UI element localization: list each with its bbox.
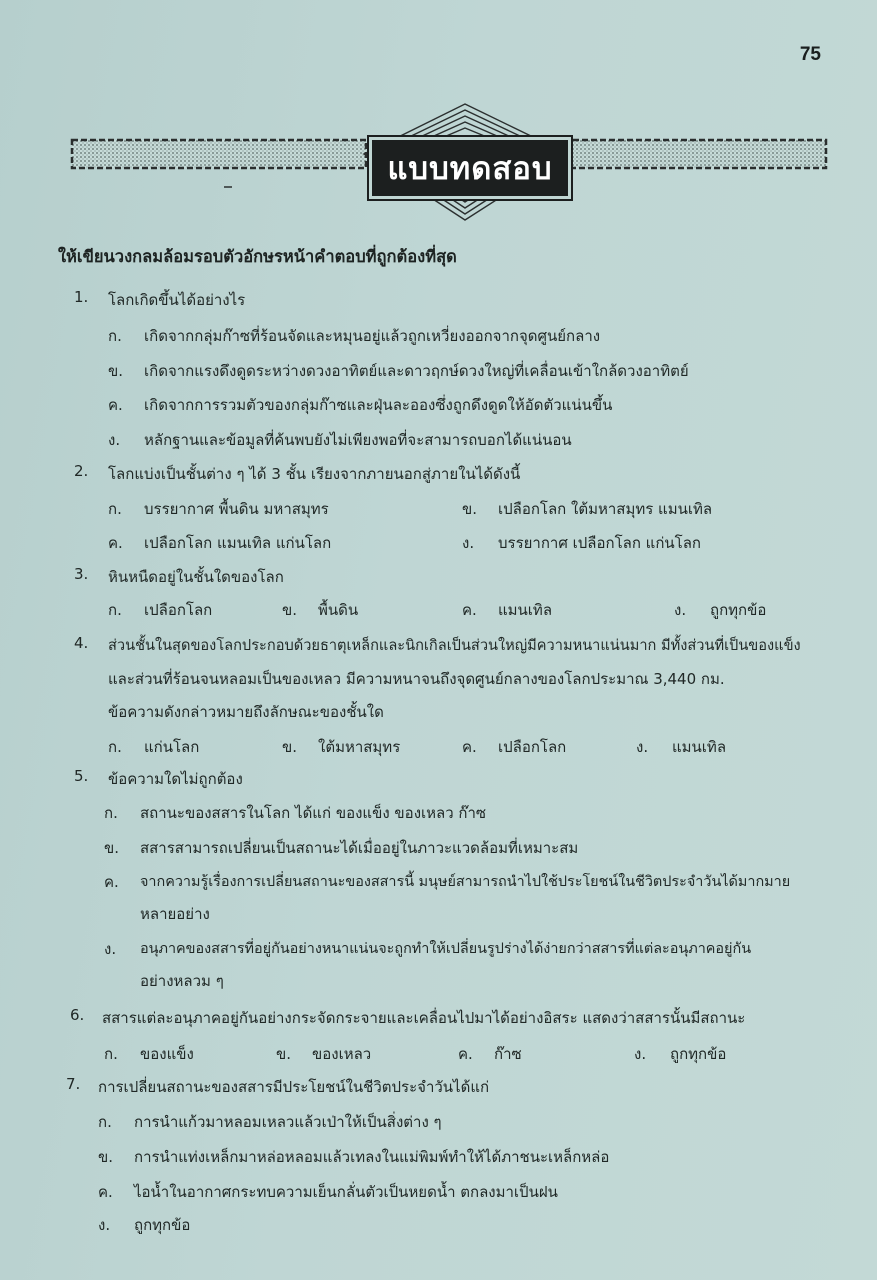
- option-text: แก่นโลก: [144, 738, 200, 756]
- option-label: ง.: [636, 738, 649, 756]
- question-4-line-2: และส่วนที่ร้อนจนหลอมเป็นของเหลว มีความหนาจนถึงจุดศูนย์กลางของโลกประมาณ 3,440 กม.: [108, 670, 725, 688]
- option-label: ง.: [98, 1216, 111, 1234]
- option-label: ก.: [108, 738, 122, 756]
- option-text: เกิดจากแรงดึงดูดระหว่างดวงอาทิตย์และดาวฤกษ์ดวงใหญ่ที่เคลื่อนเข้าใกล้ดวงอาทิตย์: [144, 362, 689, 380]
- option-label: ข.: [276, 1045, 292, 1063]
- question-text: โลกแบ่งเป็นชั้นต่าง ๆ ได้ 3 ชั้น เรียงจากภายนอกสู่ภายในได้ดังนี้: [108, 465, 521, 483]
- option-text: ของแข็ง: [140, 1045, 194, 1063]
- option-label: ค.: [108, 534, 123, 552]
- option-text: แมนเทิล: [498, 601, 553, 619]
- option-text-line: อย่างหลวม ๆ: [140, 972, 224, 990]
- option-label: ค.: [98, 1183, 113, 1201]
- question-number: 4.: [74, 634, 89, 652]
- option-label: ค.: [104, 873, 119, 891]
- option-text: ใต้มหาสมุทร: [318, 738, 401, 756]
- option-text: เปลือกโลก แมนเทิล แก่นโลก: [144, 534, 332, 552]
- option-text: เกิดจากการรวมตัวของกลุ่มก๊าซและฝุ่นละอองซึ่งถูกดึงดูดให้อัดตัวแน่นขึ้น: [144, 396, 613, 414]
- option-label: ง.: [634, 1045, 647, 1063]
- option-text: เปลือกโลก: [498, 738, 567, 756]
- option-text: ไอน้ำในอากาศกระทบความเย็นกลั่นตัวเป็นหยดน้ำ ตกลงมาเป็นฝน: [134, 1183, 558, 1201]
- option-label: ก.: [104, 1045, 118, 1063]
- option-text: เปลือกโลก: [144, 601, 213, 619]
- page-number: 75: [799, 44, 821, 65]
- option-text: สถานะของสสารในโลก ได้แก่ ของแข็ง ของเหลว ก๊าซ: [140, 804, 487, 822]
- question-text: การเปลี่ยนสถานะของสสารมีประโยชน์ในชีวิตประจำวันได้แก่: [98, 1078, 490, 1096]
- option-label: ง.: [108, 431, 121, 449]
- question-number: 6.: [70, 1006, 85, 1024]
- option-label: ข.: [98, 1148, 114, 1166]
- question-text: โลกเกิดขึ้นได้อย่างไร: [108, 291, 246, 309]
- question-number: 3.: [74, 565, 89, 583]
- option-label: ค.: [462, 738, 477, 756]
- question-text-line: ส่วนชั้นในสุดของโลกประกอบด้วยธาตุเหล็กและนิกเกิลเป็นส่วนใหญ่มีความหนาแน่นมาก มีทั้งส่วนที่เป็นของแข็ง: [108, 637, 801, 654]
- question-number: 1.: [74, 288, 89, 306]
- option-text: บรรยากาศ เปลือกโลก แก่นโลก: [498, 534, 702, 552]
- option-text: ก๊าซ: [494, 1045, 522, 1063]
- option-text: แมนเทิล: [672, 738, 727, 756]
- option-text: ของเหลว: [312, 1045, 372, 1063]
- option-text: สสารสามารถเปลี่ยนเป็นสถานะได้เมื่ออยู่ในภาวะแวดล้อมที่เหมาะสม: [140, 839, 579, 857]
- page-title: แบบทดสอบ: [372, 140, 568, 196]
- option-label: ข.: [282, 601, 298, 619]
- option-text-line: จากความรู้เรื่องการเปลี่ยนสถานะของสสารนี้ มนุษย์สามารถนำไปใช้ประโยชน์ในชีวิตประจำวันได้มากมาย: [140, 874, 791, 890]
- option-label: ง.: [674, 601, 687, 619]
- option-text: ถูกทุกข้อ: [710, 601, 767, 619]
- option-label: ข.: [462, 500, 478, 518]
- option-text: หลักฐานและข้อมูลที่ค้นพบยังไม่เพียงพอที่จะสามารถบอกได้แน่นอน: [144, 431, 572, 449]
- question-number: 5.: [74, 767, 89, 785]
- question-text: หินหนืดอยู่ในชั้นใดของโลก: [108, 568, 284, 586]
- option-text: การนำแท่งเหล็กมาหล่อหลอมแล้วเทลงในแม่พิมพ์ทำให้ได้ภาชนะเหล็กหล่อ: [134, 1148, 610, 1166]
- option-text: เกิดจากกลุ่มก๊าซที่ร้อนจัดและหมุนอยู่แล้วถูกเหวี่ยงออกจากจุดศูนย์กลาง: [144, 327, 601, 345]
- question-number: 2.: [74, 462, 89, 480]
- question-text: สสารแต่ละอนุภาคอยู่กันอย่างกระจัดกระจายและเคลื่อนไปมาได้อย่างอิสระ แสดงว่าสสารนั้นมีสถานะ: [102, 1009, 746, 1027]
- option-text-line: อนุภาคของสสารที่อยู่กันอย่างหนาแน่นจะถูกทำให้เปลี่ยนรูปร่างได้ง่ายกว่าสสารที่แต่ละอนุภาคอยู่กัน: [140, 941, 752, 957]
- instruction-text: ให้เขียนวงกลมล้อมรอบตัวอักษรหน้าคำตอบที่ถูกต้องที่สุด: [58, 247, 457, 266]
- option-text: บรรยากาศ พื้นดิน มหาสมุทร: [144, 500, 329, 518]
- option-label: ง.: [462, 534, 475, 552]
- option-label: ค.: [108, 396, 123, 414]
- option-label: ค.: [458, 1045, 473, 1063]
- option-label: ข.: [108, 362, 124, 380]
- option-text: ถูกทุกข้อ: [670, 1045, 727, 1063]
- question-text: ข้อความใดไม่ถูกต้อง: [108, 770, 243, 788]
- option-label: ค.: [462, 601, 477, 619]
- option-label: ก.: [98, 1113, 112, 1131]
- option-label: ง.: [104, 940, 117, 958]
- option-label: ก.: [108, 601, 122, 619]
- option-label: ข.: [282, 738, 298, 756]
- question-number: 7.: [66, 1075, 81, 1093]
- question-4-line-3: ข้อความดังกล่าวหมายถึงลักษณะของชั้นใด: [108, 703, 384, 721]
- option-label: ก.: [108, 500, 122, 518]
- option-text: การนำแก้วมาหลอมเหลวแล้วเป่าให้เป็นสิ่งต่าง ๆ: [134, 1113, 442, 1131]
- option-label: ก.: [104, 804, 118, 822]
- option-text: พื้นดิน: [318, 601, 359, 619]
- option-text: ถูกทุกข้อ: [134, 1216, 191, 1234]
- option-text-line: หลายอย่าง: [140, 905, 210, 923]
- option-label: ข.: [104, 839, 120, 857]
- option-text: เปลือกโลก ใต้มหาสมุทร แมนเทิล: [498, 500, 713, 518]
- option-label: ก.: [108, 327, 122, 345]
